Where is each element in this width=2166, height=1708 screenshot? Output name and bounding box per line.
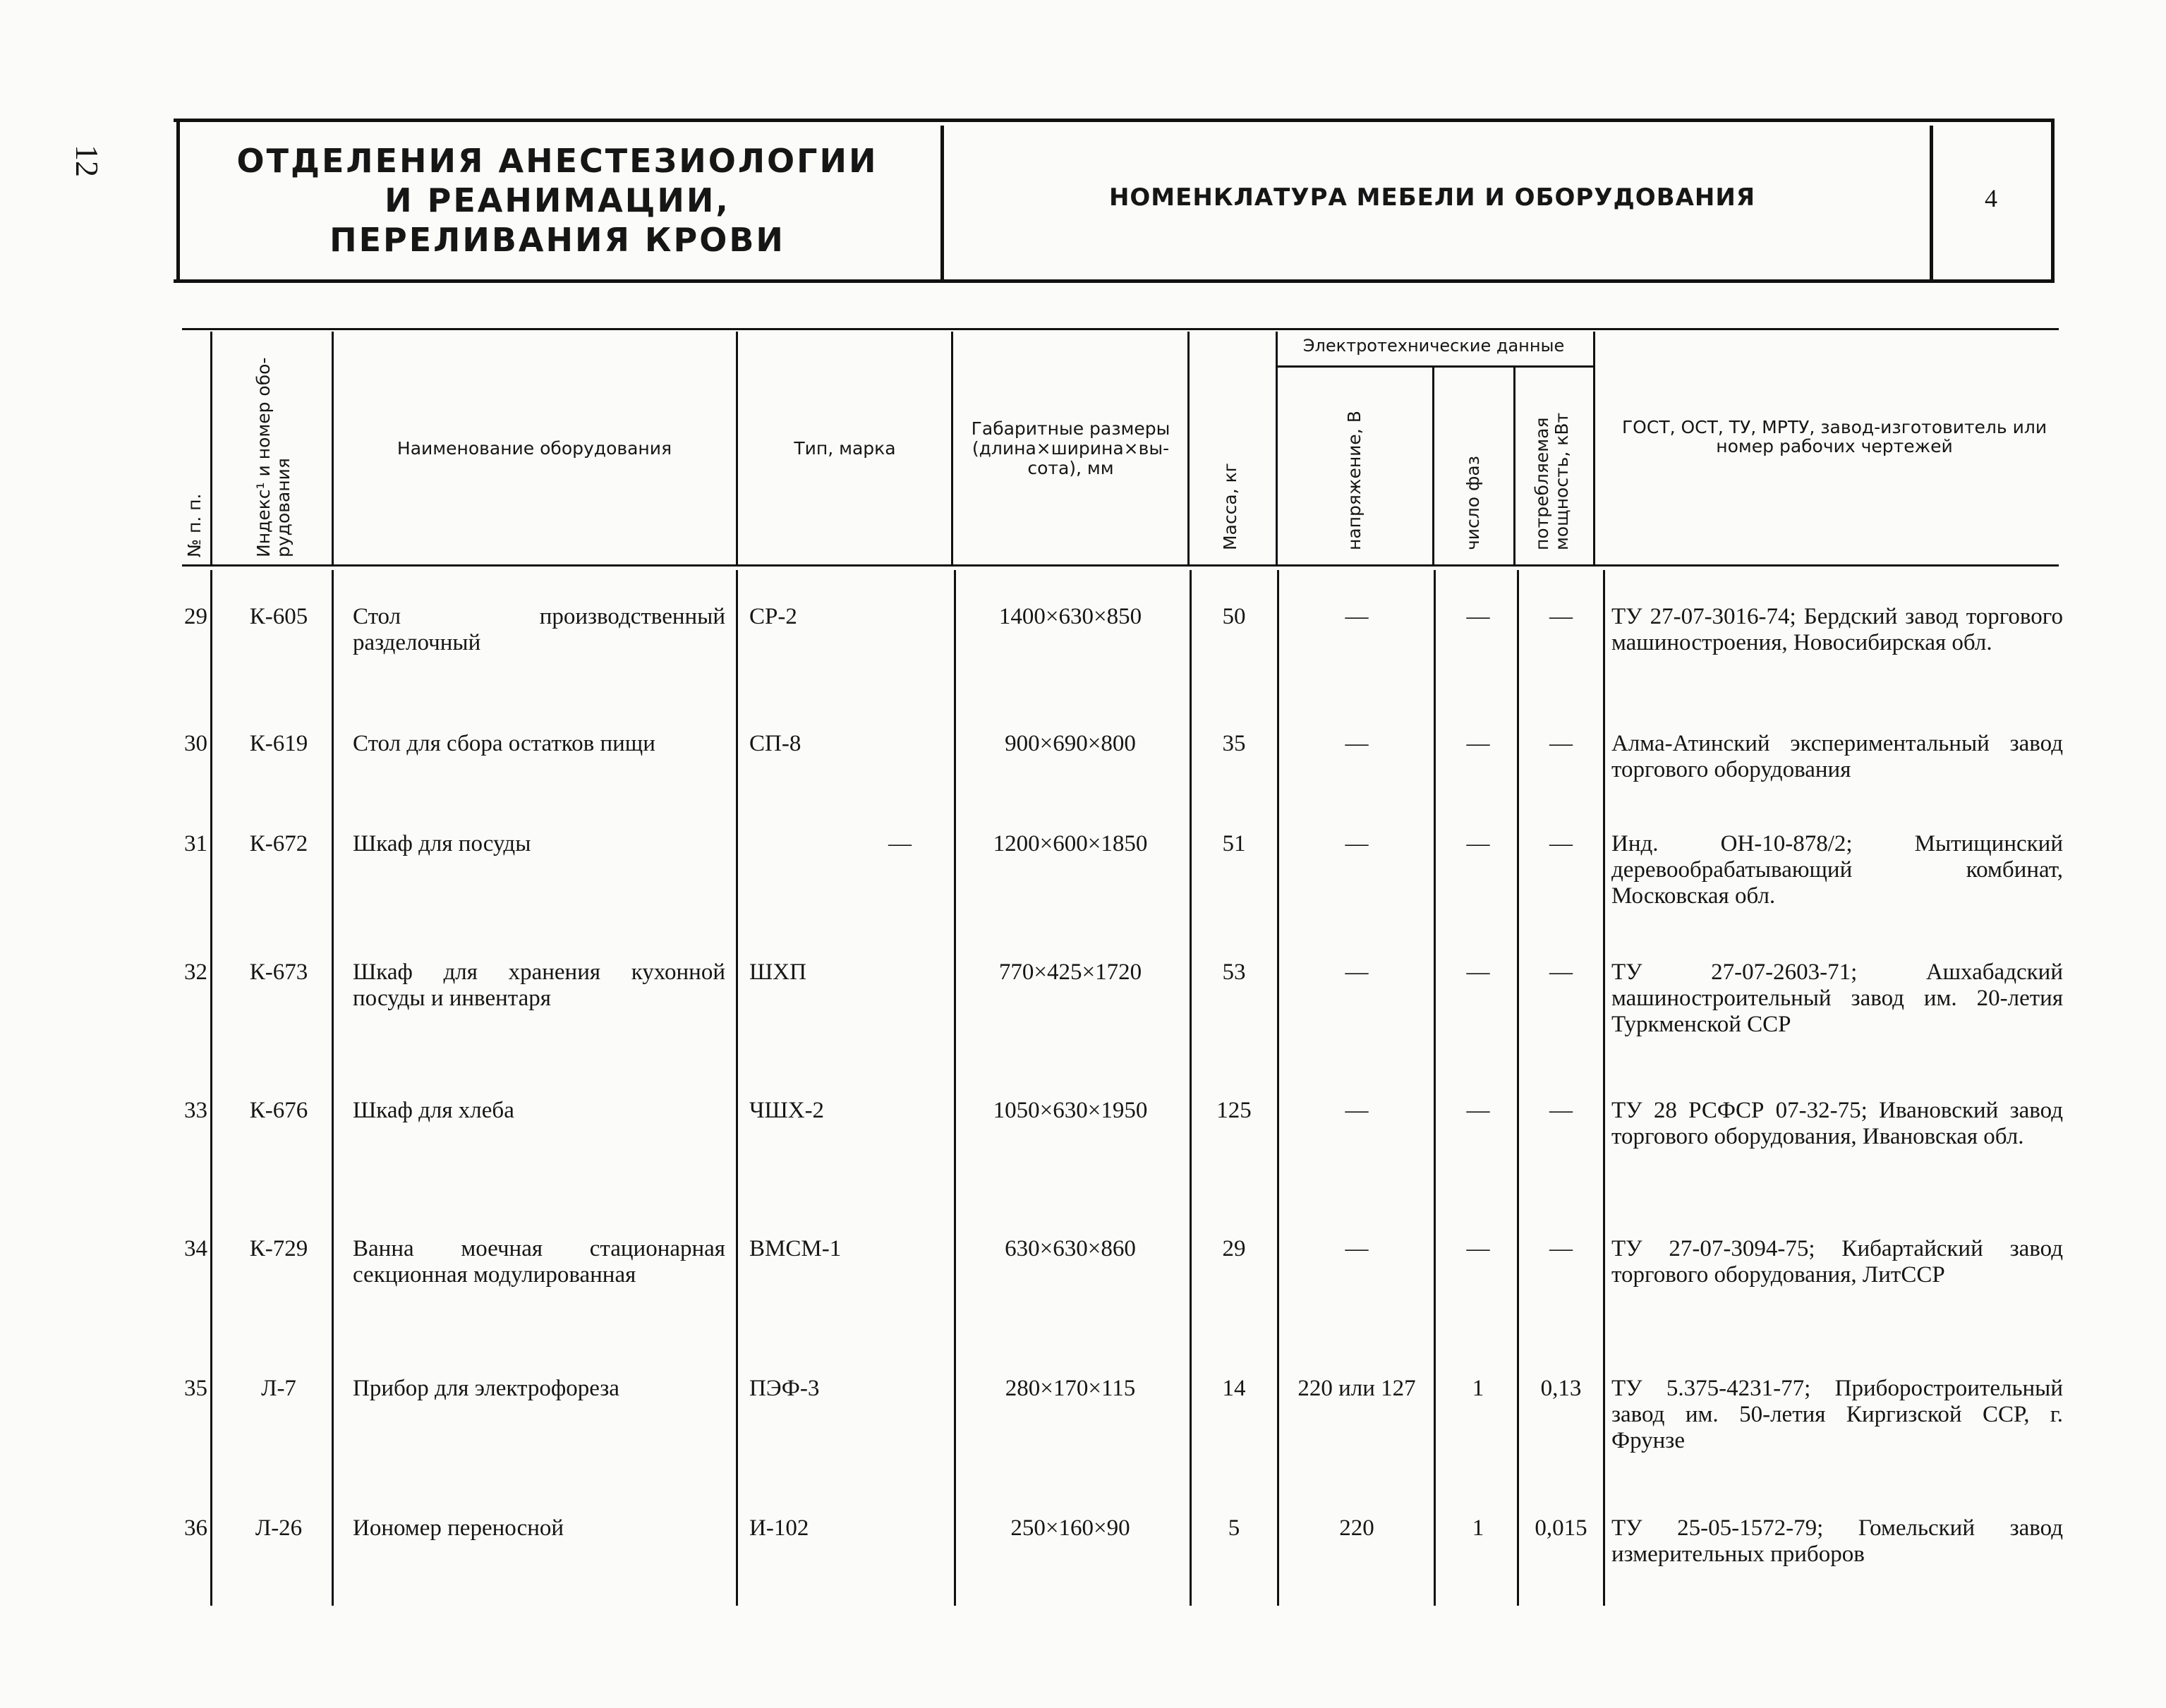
row-dimensions: 630×630×860 xyxy=(1005,1236,1136,1261)
row-power: 0,13 xyxy=(1540,1376,1582,1401)
row-index: К-676 xyxy=(249,1098,308,1123)
row-dimensions: 770×425×1720 xyxy=(998,959,1142,985)
row-phases: — xyxy=(1466,604,1490,629)
row-voltage: 220 xyxy=(1339,1515,1374,1541)
row-power: — xyxy=(1549,1098,1573,1123)
row-phases: 1 xyxy=(1472,1376,1484,1401)
row-mass: 29 xyxy=(1222,1236,1246,1261)
row-name: Шкаф для хлеба xyxy=(353,1098,514,1123)
row-dimensions: 1050×630×1950 xyxy=(993,1098,1148,1123)
column-divider xyxy=(1513,367,1515,564)
row-type: ВМСМ-1 xyxy=(749,1236,842,1261)
row-phases: — xyxy=(1466,1236,1490,1261)
row-phases: — xyxy=(1466,831,1490,856)
column-header-power: потребляемая мощность, кВт xyxy=(1532,412,1572,550)
row-index: К-673 xyxy=(249,959,308,985)
row-standard: ТУ 25-05-1572-79; Гомельский завод измерительных приборов xyxy=(1611,1515,2063,1567)
column-divider xyxy=(951,332,953,564)
row-type: СП-8 xyxy=(749,731,801,756)
row-name: Стол производственный разделочный xyxy=(353,604,725,655)
column-divider xyxy=(332,570,334,1606)
column-header-name: Наименование оборудования xyxy=(397,438,672,459)
row-number: 35 xyxy=(184,1376,207,1401)
row-standard: ТУ 27-07-3094-75; Кибартайский завод торгового оборудования, ЛитССР xyxy=(1611,1236,2063,1288)
column-header-dims: Габаритные размеры (длина×ширина×вы-сота), мм xyxy=(971,418,1170,478)
row-voltage: — xyxy=(1345,1236,1369,1261)
row-standard: Алма-Атинский экспериментальный завод торгового оборудования xyxy=(1611,731,2063,782)
row-power: — xyxy=(1549,604,1573,629)
row-mass: 53 xyxy=(1222,959,1246,985)
header-divider xyxy=(1930,126,1933,279)
row-index: К-672 xyxy=(249,831,308,856)
column-divider xyxy=(1603,570,1605,1606)
row-number: 31 xyxy=(184,831,207,856)
column-divider xyxy=(1593,332,1595,564)
row-standard: ТУ 5.375-4231-77; Приборостроительный завод им. 50-летия Киргизской ССР, г. Фрунзе xyxy=(1611,1376,2063,1453)
header-right-border xyxy=(2051,119,2055,281)
row-mass: 51 xyxy=(1222,831,1246,856)
row-type: ПЭФ-3 xyxy=(749,1376,820,1401)
row-type: — xyxy=(888,831,912,856)
row-voltage: 220 или 127 xyxy=(1297,1376,1416,1401)
table-top-rule xyxy=(182,328,2059,330)
row-type: СР-2 xyxy=(749,604,797,629)
column-header-voltage: напряжение, В xyxy=(1344,411,1365,550)
row-standard: ТУ 27-07-2603-71; Ашхабадский машиностроительный завод им. 20-летия Туркменской ССР xyxy=(1611,959,2063,1037)
electro-group-rule xyxy=(1276,365,1593,368)
row-phases: — xyxy=(1466,1098,1490,1123)
table-header-rule xyxy=(182,564,2059,567)
column-divider xyxy=(1277,570,1279,1606)
row-standard: ТУ 27-07-3016-74; Бердский завод торгового машиностроения, Новосибирская обл. xyxy=(1611,604,2063,655)
row-dimensions: 1400×630×850 xyxy=(998,604,1142,629)
row-phases: 1 xyxy=(1472,1515,1484,1541)
row-type: ШХП xyxy=(749,959,806,985)
column-divider xyxy=(954,570,956,1606)
row-name: Шкаф для посуды xyxy=(353,831,531,856)
column-header-standard: ГОСТ, ОСТ, ТУ, МРТУ, завод-изготовитель или номер рабочих чертежей xyxy=(1621,417,2047,456)
row-voltage: — xyxy=(1345,731,1369,756)
header-bottom-rule xyxy=(174,279,2055,283)
row-index: К-729 xyxy=(249,1236,308,1261)
row-index: К-605 xyxy=(249,604,308,629)
column-header-index: Индекс¹ и номер обо- рудования xyxy=(253,357,294,557)
row-mass: 35 xyxy=(1222,731,1246,756)
column-header-phases: число фаз xyxy=(1463,456,1483,550)
row-number: 33 xyxy=(184,1098,207,1123)
row-index: К-619 xyxy=(249,731,308,756)
column-divider xyxy=(1517,570,1519,1606)
row-number: 34 xyxy=(184,1236,207,1261)
row-name: Ванна моечная стационарная секционная модулированная xyxy=(353,1236,725,1288)
document-subject: НОМЕНКЛАТУРА МЕБЕЛИ И ОБОРУДОВАНИЯ xyxy=(1108,183,1756,212)
row-mass: 125 xyxy=(1216,1098,1252,1123)
row-power: — xyxy=(1549,959,1573,985)
row-name: Шкаф для хранения кухонной посуды и инвентаря xyxy=(353,959,725,1011)
row-type: И-102 xyxy=(749,1515,809,1541)
column-header-electro-group: Электротехнические данные xyxy=(1302,336,1565,356)
row-dimensions: 280×170×115 xyxy=(1005,1376,1136,1401)
row-voltage: — xyxy=(1345,604,1369,629)
row-index: Л-26 xyxy=(255,1515,303,1541)
column-divider xyxy=(1432,367,1434,564)
header-top-rule xyxy=(174,119,2055,122)
row-number: 32 xyxy=(184,959,207,985)
row-name: Прибор для электрофореза xyxy=(353,1376,619,1401)
row-mass: 14 xyxy=(1222,1376,1246,1401)
sheet-number: 4 xyxy=(1985,184,1997,212)
column-divider xyxy=(1187,332,1190,564)
row-phases: — xyxy=(1466,959,1490,985)
column-header-type: Тип, марка xyxy=(794,438,896,459)
row-type: ЧШХ-2 xyxy=(749,1098,825,1123)
row-dimensions: 900×690×800 xyxy=(1005,731,1136,756)
row-name: Стол для сбора остатков пищи xyxy=(353,731,655,756)
row-dimensions: 250×160×90 xyxy=(1010,1515,1130,1541)
column-header-num: № п. п. xyxy=(184,493,205,557)
column-divider xyxy=(332,332,334,564)
header-divider xyxy=(940,126,944,279)
row-voltage: — xyxy=(1345,1098,1369,1123)
row-index: Л-7 xyxy=(261,1376,296,1401)
document-title: ОТДЕЛЕНИЯ АНЕСТЕЗИОЛОГИИ И РЕАНИМАЦИИ, ПЕРЕЛИВАНИЯ КРОВИ xyxy=(236,142,878,259)
row-voltage: — xyxy=(1345,831,1369,856)
row-standard: Инд. ОН-10-878/2; Мытищинский деревообрабатывающий комбинат, Московская обл. xyxy=(1611,831,2063,909)
column-divider xyxy=(1434,570,1436,1606)
column-divider xyxy=(736,332,738,564)
row-mass: 5 xyxy=(1228,1515,1240,1541)
row-voltage: — xyxy=(1345,959,1369,985)
row-mass: 50 xyxy=(1222,604,1246,629)
column-divider xyxy=(1276,332,1278,564)
row-number: 30 xyxy=(184,731,207,756)
row-power: — xyxy=(1549,1236,1573,1261)
row-power: — xyxy=(1549,831,1573,856)
row-power: — xyxy=(1549,731,1573,756)
header-left-border xyxy=(176,119,180,281)
row-number: 29 xyxy=(184,604,207,629)
row-standard: ТУ 28 РСФСР 07-32-75; Ивановский завод торгового оборудования, Ивановская обл. xyxy=(1611,1098,2063,1149)
column-divider xyxy=(210,570,212,1606)
page-number: 12 xyxy=(69,145,105,177)
column-header-mass: Масса, кг xyxy=(1220,463,1240,550)
row-name: Иономер переносной xyxy=(353,1515,564,1541)
column-divider xyxy=(1190,570,1192,1606)
row-number: 36 xyxy=(184,1515,207,1541)
column-divider xyxy=(736,570,738,1606)
row-phases: — xyxy=(1466,731,1490,756)
column-divider xyxy=(210,332,212,564)
row-dimensions: 1200×600×1850 xyxy=(993,831,1148,856)
row-power: 0,015 xyxy=(1535,1515,1587,1541)
